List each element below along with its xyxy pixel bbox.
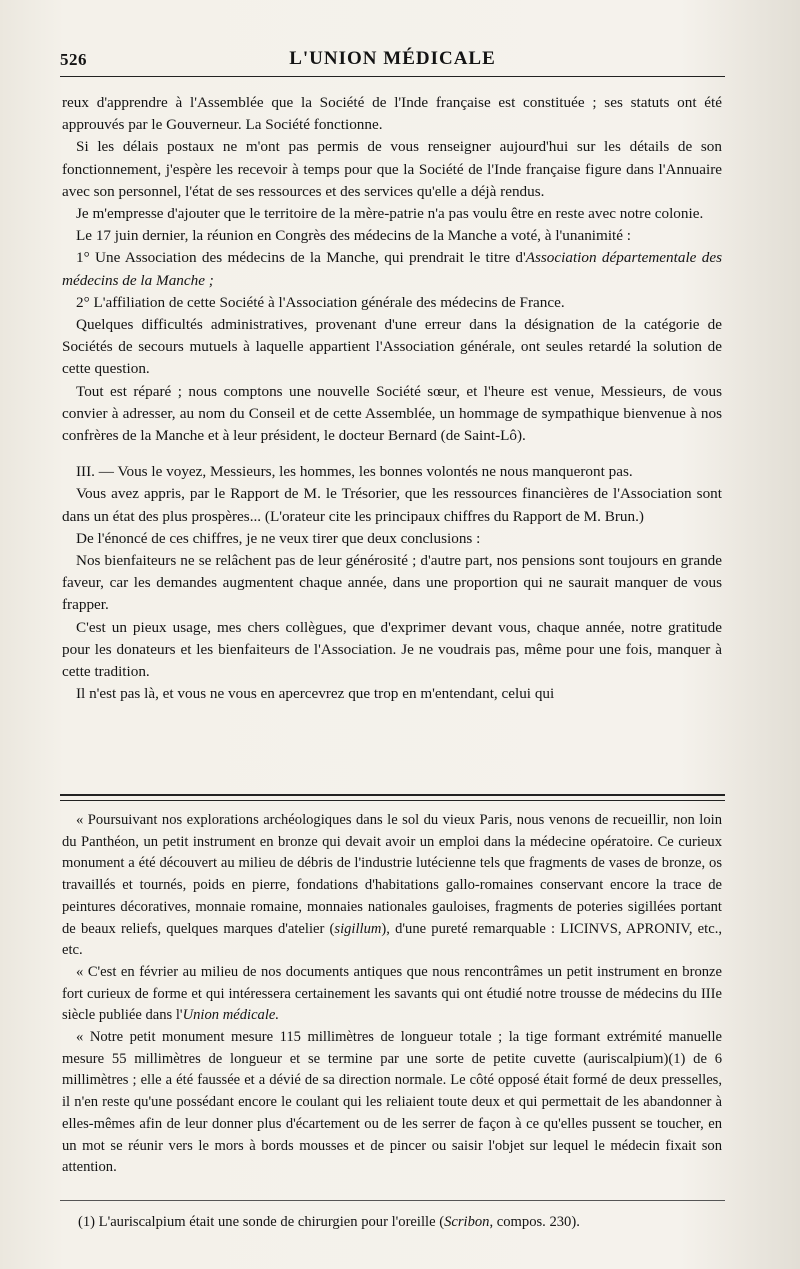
text-run: « Poursuivant nos explorations archéologiques dans le sol du vieux Paris, nous venons de recueillir, non loin du Panthéon, un petit instrument en bronze qui devait avoir un emploi dans la médecine opératoire. Ce curieux monument a été découvert au milieu de débris de l'industrie lutécienne tels que fragments de vases de bronze, os travaillés et tournés, poids en pierre, fondations d'habitations gallo-romaines conservant encore la trace de peintures décoratives, monnaie romaine, monnaies nationales gauloises, fragments de poteries sigillées portant de beaux reliefs, quelques marques d'atelier ( bbox=[62, 812, 722, 937]
text-run: , compos. 230). bbox=[489, 1214, 580, 1230]
paragraph: Je m'empresse d'ajouter que le territoire de la mère-patrie n'a pas voulu être en reste avec notre colonie. bbox=[76, 205, 704, 223]
text-run: 1° Une Association des médecins de la Manche, qui prendrait le titre d' bbox=[76, 249, 526, 267]
text-run: ), d'une pureté remarquable : LICINVS, APRONIV, etc., etc. bbox=[62, 920, 722, 959]
section-three-paragraph: III. — Vous le voyez, Messieurs, les hommes, les bonnes volontés ne nous manqueront pas. bbox=[76, 463, 633, 481]
page-header bbox=[60, 44, 725, 74]
running-title: L'UNION MÉDICALE bbox=[289, 48, 496, 69]
paragraph: De l'énoncé de ces chiffres, je ne veux tirer que deux conclusions : bbox=[76, 529, 481, 547]
paragraph: C'est un pieux usage, mes chers collègues, que d'exprimer devant vous, chaque année, notre gratitude pour les donateurs et les bienfaiteurs de l'Association. Je ne voudrais pas, même pour une fois, manquer à cette tradition. bbox=[62, 618, 722, 681]
italic-term: sigillum bbox=[334, 920, 382, 937]
quote-paragraph bbox=[62, 962, 722, 1027]
paragraph: Tout est réparé ; nous comptons une nouvelle Société sœur, et l'heure est venue, Messieurs, de vous convier à adresser, au nom du Conseil et de cette Assemblée, un hommage de sympathique bienvenue à nos confrères de la Manche et à leur président, le docteur Bernard (de Saint-Lô). bbox=[62, 382, 722, 445]
quote-paragraph bbox=[62, 810, 722, 962]
italic-title: Association départementale des médecins de la Manche ; bbox=[62, 249, 723, 289]
section-divider bbox=[60, 794, 725, 801]
footnote-rule bbox=[60, 1200, 725, 1201]
paragraph bbox=[62, 247, 722, 291]
paragraph: 2° L'affiliation de cette Société à l'Association générale des médecins de France. bbox=[76, 293, 565, 311]
italic-title: Union médicale. bbox=[182, 1007, 280, 1024]
header-rule bbox=[60, 76, 725, 77]
italic-name: Scribon bbox=[444, 1214, 490, 1230]
section-gap bbox=[62, 447, 722, 461]
paragraph: Nos bienfaiteurs ne se relâchent pas de leur générosité ; d'autre part, nos pensions sont toujours en grande faveur, car les demandes augmentent chaque année, dans une proportion qui ne saurait manquer de vous frapper. bbox=[62, 552, 722, 614]
quoted-text bbox=[62, 810, 722, 1179]
text-run: « C'est en février au milieu de nos documents antiques que nous rencontrâmes un petit instrument en bronze fort curieux de forme et qui intéressera certainement les savants qui ont étudié notre trousse de médecins du IIIe siècle publiée dans l' bbox=[62, 963, 722, 1024]
text-run: (1) L'auriscalpium était une sonde de chirurgien pour l'oreille ( bbox=[78, 1214, 445, 1230]
page-number: 526 bbox=[60, 50, 87, 69]
footnote bbox=[78, 1212, 723, 1233]
paragraph: Il n'est pas là, et vous ne vous en apercevrez que trop en m'entendant, celui qui bbox=[76, 685, 555, 703]
paragraph: Quelques difficultés administratives, provenant d'une erreur dans la désignation de la catégorie de Sociétés de secours mutuels à laquelle appartient l'Association générale, ont seules retardé la solution de cette question. bbox=[62, 316, 722, 378]
main-text bbox=[62, 92, 722, 705]
quote-paragraph: « Notre petit monument mesure 115 millimètres de longueur totale ; la tige formant extrémité manuelle mesure 55 millimètres de longueur et se termine par une sorte de petite cuvette (auriscalpium)(1) de 6 millimètres ; elle a été faussée et a dévié de sa direction normale. Le côté opposé était formé de deux presselles, il n'en reste qu'une possédant encore le coulant qui les reliaient toute deux et qui permettait de les abandonner à elles-mêmes afin de leur donner plus d'écartement ou de les serrer de façon à ce qu'elles pussent se toucher, en un mot se réunir vers le mors à bords mousses et de pincer ou saisir l'objet sur lequel le médecin fixait son attention. bbox=[62, 1029, 722, 1176]
paragraph: Si les délais postaux ne m'ont pas permis de vous renseigner aujourd'hui sur les détails de son fonctionnement, j'espère les recevoir à temps pour que la Société de l'Inde française figure dans l'Annuaire avec son personnel, l'état de ses ressources et des services qu'elle a déjà rendus. bbox=[62, 138, 722, 200]
paragraph: Le 17 juin dernier, la réunion en Congrès des médecins de la Manche a voté, à l'unanimité : bbox=[76, 227, 632, 245]
paragraph: reux d'apprendre à l'Assemblée que la Société de l'Inde française est constituée ; ses statuts ont été approuvés par le Gouverneur. La Société fonctionne. bbox=[62, 94, 722, 134]
paragraph: Vous avez appris, par le Rapport de M. le Trésorier, que les ressources financières de l'Association sont dans un état des plus prospères... (L'orateur cite les principaux chiffres du Rapport de M. Brun.) bbox=[62, 485, 722, 525]
